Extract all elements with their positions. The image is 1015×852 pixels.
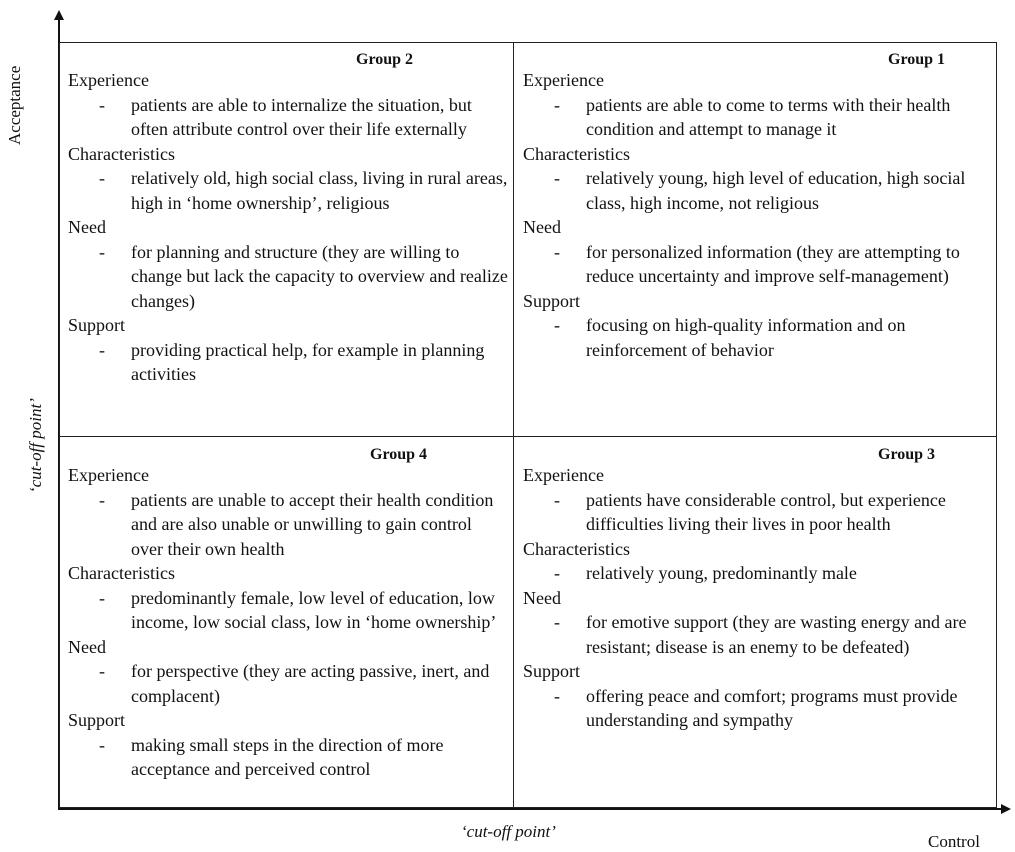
section-heading: Support — [523, 290, 581, 311]
dash-bullet-icon: - — [554, 168, 560, 188]
section-heading: Need — [68, 636, 106, 657]
dash-bullet-icon: - — [554, 685, 560, 706]
bullet-item — [523, 610, 993, 659]
bullet-text: relatively young, high level of education, high social class, high income, not religious — [586, 168, 966, 213]
dash-bullet-icon: - — [554, 612, 560, 632]
section-heading: Characteristics — [523, 143, 630, 164]
bullet-text: offering peace and comfort; programs must provide understanding and sympathy — [586, 685, 958, 730]
bullet-text: making small steps in the direction of more acceptance and perceived control — [131, 734, 444, 779]
horizontal-cutoff-line — [59, 436, 997, 437]
section-heading: Characteristics — [523, 538, 630, 559]
bullet-text: for perspective (they are acting passive, inert, and complacent) — [131, 661, 490, 706]
quadrant-group-2 — [68, 44, 508, 387]
quadrant-body — [68, 44, 508, 387]
bullet-text: for personalized information (they are attempting to reduce uncertainty and improve self-management) — [586, 241, 960, 286]
bullet-text: patients are able to come to terms with their health condition and attempt to manage it — [586, 94, 951, 139]
section-heading: Need — [523, 587, 561, 608]
quadrant-body — [523, 44, 993, 362]
bullet-text: for emotive support (they are wasting energy and are resistant; disease is an enemy to be defeated) — [586, 612, 967, 657]
bullet-item — [68, 586, 508, 635]
section-heading: Support — [68, 710, 126, 730]
dash-bullet-icon: - — [99, 168, 105, 188]
section-heading: Support — [523, 661, 581, 681]
x-axis-label: Control — [928, 832, 980, 851]
quadrant-body — [523, 439, 993, 733]
quadrant-group-3 — [523, 439, 993, 733]
bullet-item — [523, 561, 993, 586]
dash-bullet-icon: - — [554, 563, 560, 583]
dash-bullet-icon: - — [99, 734, 105, 755]
bullet-item — [523, 488, 993, 537]
bullet-item — [68, 338, 508, 387]
x-axis-arrow-icon — [1001, 804, 1011, 814]
section-heading: Experience — [523, 70, 604, 90]
dash-bullet-icon: - — [554, 315, 560, 335]
bullet-text: patients have considerable control, but experience difficulties living their lives in poor health — [586, 489, 946, 534]
y-axis-arrow-icon — [54, 10, 64, 20]
x-cutoff-label: ‘cut-off point’ — [461, 822, 556, 841]
dash-bullet-icon: - — [554, 241, 560, 262]
y-cutoff-label: ‘cut-off point’ — [26, 398, 45, 493]
bullet-text: providing practical help, for example in planning activities — [131, 339, 485, 384]
bullet-item — [523, 313, 993, 362]
section-heading: Support — [68, 315, 126, 335]
bullet-text: for planning and structure (they are willing to change but lack the capacity to overview and realize changes) — [131, 241, 508, 311]
bullet-item — [68, 166, 508, 215]
bullet-item — [523, 93, 993, 142]
bullet-text: patients are able to internalize the situation, but often attribute control over their life externally — [131, 94, 472, 139]
section-heading: Characteristics — [68, 563, 175, 583]
dash-bullet-icon: - — [99, 241, 105, 262]
quadrant-group-1 — [523, 44, 993, 362]
quadrant-body — [68, 439, 508, 782]
dash-bullet-icon: - — [99, 339, 105, 360]
quadrant-title: Group 4 — [370, 446, 428, 463]
bullet-text: patients are unable to accept their health condition and are also unable or unwilling to gain control over their own health — [131, 489, 494, 559]
section-heading: Characteristics — [68, 143, 175, 164]
quadrant-title: Group 2 — [356, 51, 414, 68]
section-heading: Experience — [523, 465, 604, 485]
quadrant-group-4 — [68, 439, 508, 782]
bullet-item — [523, 166, 993, 215]
bullet-item — [68, 240, 508, 314]
bullet-text: predominantly female, low level of education, low income, low social class, low in ‘home ownership’ — [131, 587, 497, 632]
section-heading: Experience — [68, 465, 149, 485]
bullet-text: focusing on high-quality information and on reinforcement of behavior — [586, 315, 906, 360]
bullet-item — [523, 684, 993, 733]
bullet-item — [68, 733, 508, 782]
section-heading: Need — [523, 217, 561, 237]
bullet-item — [523, 240, 993, 289]
bullet-item — [68, 659, 508, 708]
y-axis-label: Acceptance — [5, 65, 24, 145]
section-heading: Need — [68, 217, 106, 237]
bullet-text: relatively old, high social class, living in rural areas, high in ‘home ownership’, religious — [131, 168, 508, 213]
section-heading: Experience — [68, 70, 149, 90]
dash-bullet-icon: - — [99, 587, 105, 608]
x-axis-line — [58, 808, 1002, 810]
bullet-item — [68, 488, 508, 562]
dash-bullet-icon: - — [99, 489, 105, 510]
dash-bullet-icon: - — [554, 489, 560, 510]
bullet-item — [68, 93, 508, 142]
dash-bullet-icon: - — [99, 661, 105, 681]
quadrant-title: Group 3 — [878, 446, 936, 463]
bullet-text: relatively young, predominantly male — [586, 563, 857, 583]
dash-bullet-icon: - — [554, 94, 560, 115]
dash-bullet-icon: - — [99, 94, 105, 115]
vertical-cutoff-line — [513, 42, 514, 808]
quadrant-title: Group 1 — [888, 51, 946, 68]
